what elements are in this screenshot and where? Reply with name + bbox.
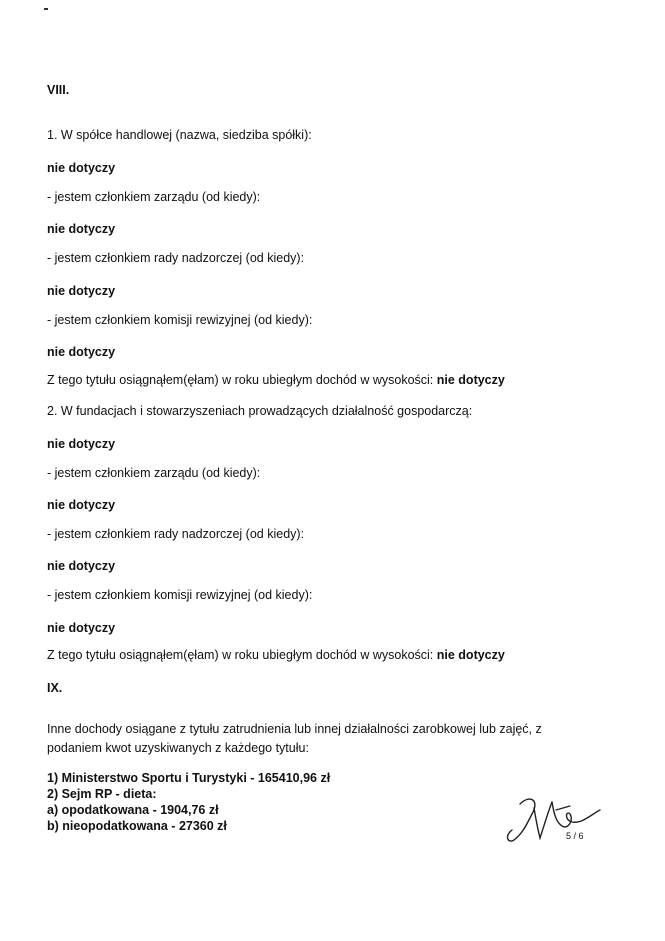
income-foundations-label: Z tego tytułu osiągnąłem(ęłam) w roku ubiegłym dochód w wysokości: [47, 648, 437, 662]
answer-foundations-supervisory: nie dotyczy [47, 559, 116, 573]
income-item: a) opodatkowana - 1904,76 zł [47, 803, 219, 817]
page-number: 5 / 6 [566, 831, 584, 841]
income-company-value: nie dotyczy [436, 373, 505, 387]
income-foundations-value: nie dotyczy [436, 648, 505, 662]
question-company-supervisory: - jestem członkiem rady nadzorczej (od kiedy): [47, 251, 305, 265]
income-foundations [47, 648, 505, 662]
question-company-board: - jestem członkiem zarządu (od kiedy): [47, 190, 261, 204]
income-company [47, 373, 505, 387]
answer-foundations-board: nie dotyczy [47, 498, 116, 512]
answer-foundations-audit: nie dotyczy [47, 621, 116, 635]
other-income-intro: Inne dochody osiągane z tytułu zatrudnienia lub innej działalności zarobkowej lub zajęć, z podaniem kwot uzyskiwanych z każdego tytułu: [47, 722, 542, 755]
answer-company: nie dotyczy [47, 161, 116, 175]
question-foundations-audit: - jestem członkiem komisji rewizyjnej (od kiedy): [47, 588, 313, 602]
scan-mark [44, 8, 48, 10]
question-foundations-supervisory: - jestem członkiem rady nadzorczej (od kiedy): [47, 527, 305, 541]
section-ix-heading: IX. [47, 681, 63, 695]
income-item: 1) Ministerstwo Sportu i Turystyki - 165410,96 zł [47, 771, 331, 785]
answer-foundations: nie dotyczy [47, 437, 116, 451]
answer-company-supervisory: nie dotyczy [47, 284, 116, 298]
income-item: b) nieopodatkowana - 27360 zł [47, 819, 227, 833]
answer-company-board: nie dotyczy [47, 222, 116, 236]
question-company-audit: - jestem członkiem komisji rewizyjnej (od kiedy): [47, 313, 313, 327]
signature-image [500, 790, 610, 850]
income-list [47, 770, 330, 834]
question-company: 1. W spółce handlowej (nazwa, siedziba spółki): [47, 128, 312, 142]
question-foundations-board: - jestem członkiem zarządu (od kiedy): [47, 466, 261, 480]
income-item: 2) Sejm RP - dieta: [47, 787, 157, 801]
section-viii-heading: VIII. [47, 83, 70, 97]
answer-company-audit: nie dotyczy [47, 345, 116, 359]
income-company-label: Z tego tytułu osiągnąłem(ęłam) w roku ubiegłym dochód w wysokości: [47, 373, 437, 387]
question-foundations: 2. W fundacjach i stowarzyszeniach prowadzących działalność gospodarczą: [47, 404, 473, 418]
